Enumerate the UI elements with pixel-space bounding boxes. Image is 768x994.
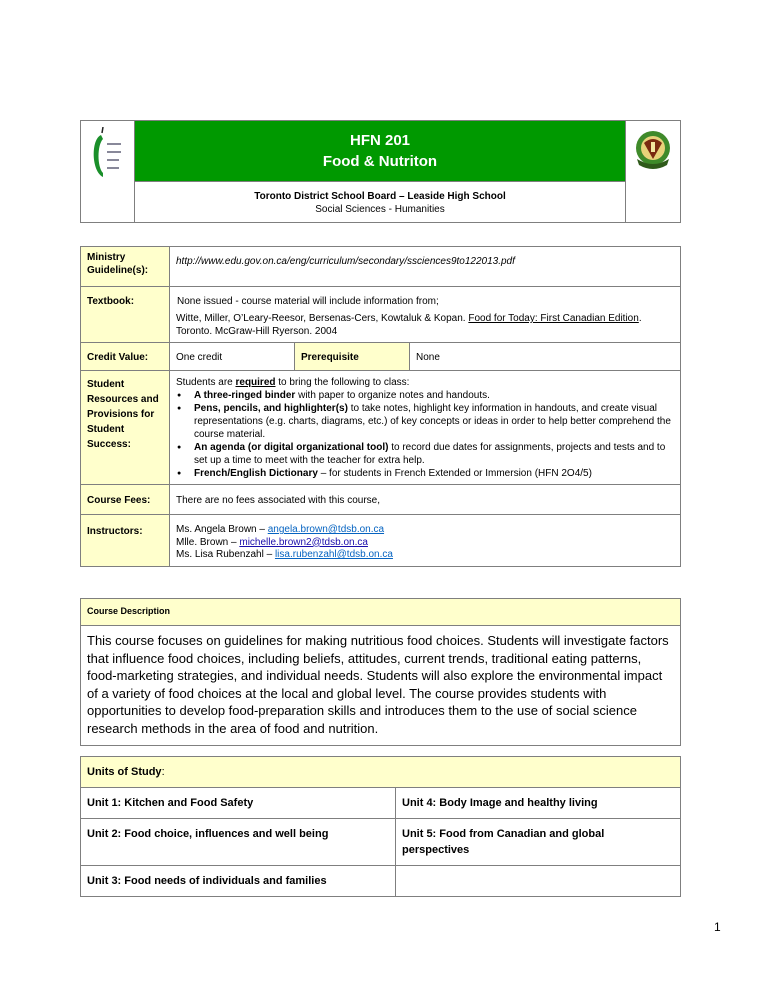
textbook-value [170,287,681,343]
textbook-title: Food for Today: First Canadian Edition [468,313,639,324]
unit-5: Unit 5: Food from Canadian and global perspectives [396,819,681,866]
course-title-banner [135,121,626,182]
resources-intro [176,376,674,389]
instructor-name: Mlle. Brown – [176,536,240,548]
resources-row [81,371,681,485]
course-code: HFN 201 [349,132,411,149]
intro-required: required [235,377,276,388]
instructor-email-link[interactable]: angela.brown@tdsb.on.ca [267,524,385,535]
textbook-label: Textbook: [81,287,170,343]
instructor-item [176,524,674,537]
textbook-authors: Witte, Miller, O’Leary-Reesor, Bersenas-Cers, Kowtaluk & Kopan. [176,313,469,324]
list-item [176,402,674,441]
tdsb-logo-icon [89,127,127,179]
item-text: – for students in French Extended or Immersion (HFN 2O4/5) [317,468,592,479]
description-body: This course focuses on guidelines for making nutritious food choices. Students will investigate factors that influence food choices, including beliefs, attitudes, current trends, traditional eating patterns, food-marketing strategies, and individual needs. Students will also explore the environmental impact of a variety of food choices at the local and global level. The course provides students with opportunities to develop food-preparation skills and introduces them to the use of social science research methods in the area of food and nutrition. [81,626,681,746]
page-number: 1 [714,920,721,934]
fees-value: There are no fees associated with this course, [170,485,681,515]
ministry-label: Ministry Guideline(s): [81,247,170,287]
resources-value [170,371,681,485]
fees-label: Course Fees: [81,485,170,515]
textbook-punct: . [638,313,642,324]
credit-value: One credit [170,343,295,371]
instructor-email-link[interactable]: lisa.rubenzahl@tdsb.on.ca [274,549,393,560]
instructors-row [81,515,681,567]
intro-post: to bring the following to class: [275,377,410,388]
fees-row [81,485,681,515]
ministry-url[interactable]: http://www.edu.gov.on.ca/eng/curriculum/secondary/ssciences9to122013.pdf [170,247,681,287]
item-text: to take notes, highlight key information in handouts, and create visual representations (e.g. charts, diagrams, etc.) of key concepts or ideas in order to help better comprehend the course material. [194,403,671,440]
instructor-name: Ms. Angela Brown – [176,524,268,535]
unit-4: Unit 4: Body Image and healthy living [396,788,681,819]
units-table [80,756,681,897]
prerequisite-value: None [410,343,681,371]
school-info [135,182,626,223]
prerequisite-label: Prerequisite [295,343,410,371]
textbook-row [81,287,681,343]
resources-label: Student Resources and Provisions for Student Success: [81,371,170,485]
instructor-name: Ms. Lisa Rubenzahl – [176,549,275,560]
textbook-note: None issued - course material will include information from; [177,296,439,307]
header-table [80,120,681,223]
credit-row [81,343,681,371]
department: Social Sciences - Humanities [315,204,445,215]
units-heading-colon: : [161,766,165,778]
instructor-item [176,537,674,550]
list-item [176,389,674,402]
leaside-crest-icon [634,129,672,171]
intro-pre: Students are [176,377,236,388]
right-logo-cell [626,121,681,223]
instructors-label: Instructors: [81,515,170,567]
left-logo-cell [81,121,135,223]
item-text: with paper to organize notes and handouts. [295,390,490,401]
credit-label: Credit Value: [81,343,170,371]
list-item [176,467,674,480]
board-school: Toronto District School Board – Leaside High School [254,191,506,202]
unit-empty-cell [396,866,681,897]
item-bold: A three-ringed binder [194,390,296,401]
units-heading [81,757,681,788]
ministry-row [81,247,681,287]
item-text: to record due dates for assignments, projects and tests and to set up a time to meet with the teacher for extra help. [194,442,666,466]
textbook-publisher: Toronto. McGraw-Hill Ryerson. 2004 [176,326,338,337]
resources-list [176,389,674,480]
textbook-citation [176,312,674,325]
item-bold: An agenda (or digital organizational tool) [194,442,389,453]
unit-1: Unit 1: Kitchen and Food Safety [81,788,396,819]
instructor-item [176,549,674,562]
unit-2: Unit 2: Food choice, influences and well being [81,819,396,866]
description-heading: Course Description [81,599,681,626]
list-item [176,441,674,467]
instructors-list [170,515,681,567]
course-info-table [80,246,681,567]
instructor-email-link[interactable]: michelle.brown2@tdsb.on.ca [239,536,368,548]
item-bold: French/English Dictionary [194,468,318,479]
course-description-table [80,598,681,746]
units-heading-text: Units of Study [87,766,162,778]
item-bold: Pens, pencils, and highlighter(s) [194,403,348,414]
course-title: Food & Nutriton [322,153,438,170]
unit-3: Unit 3: Food needs of individuals and families [81,866,396,897]
